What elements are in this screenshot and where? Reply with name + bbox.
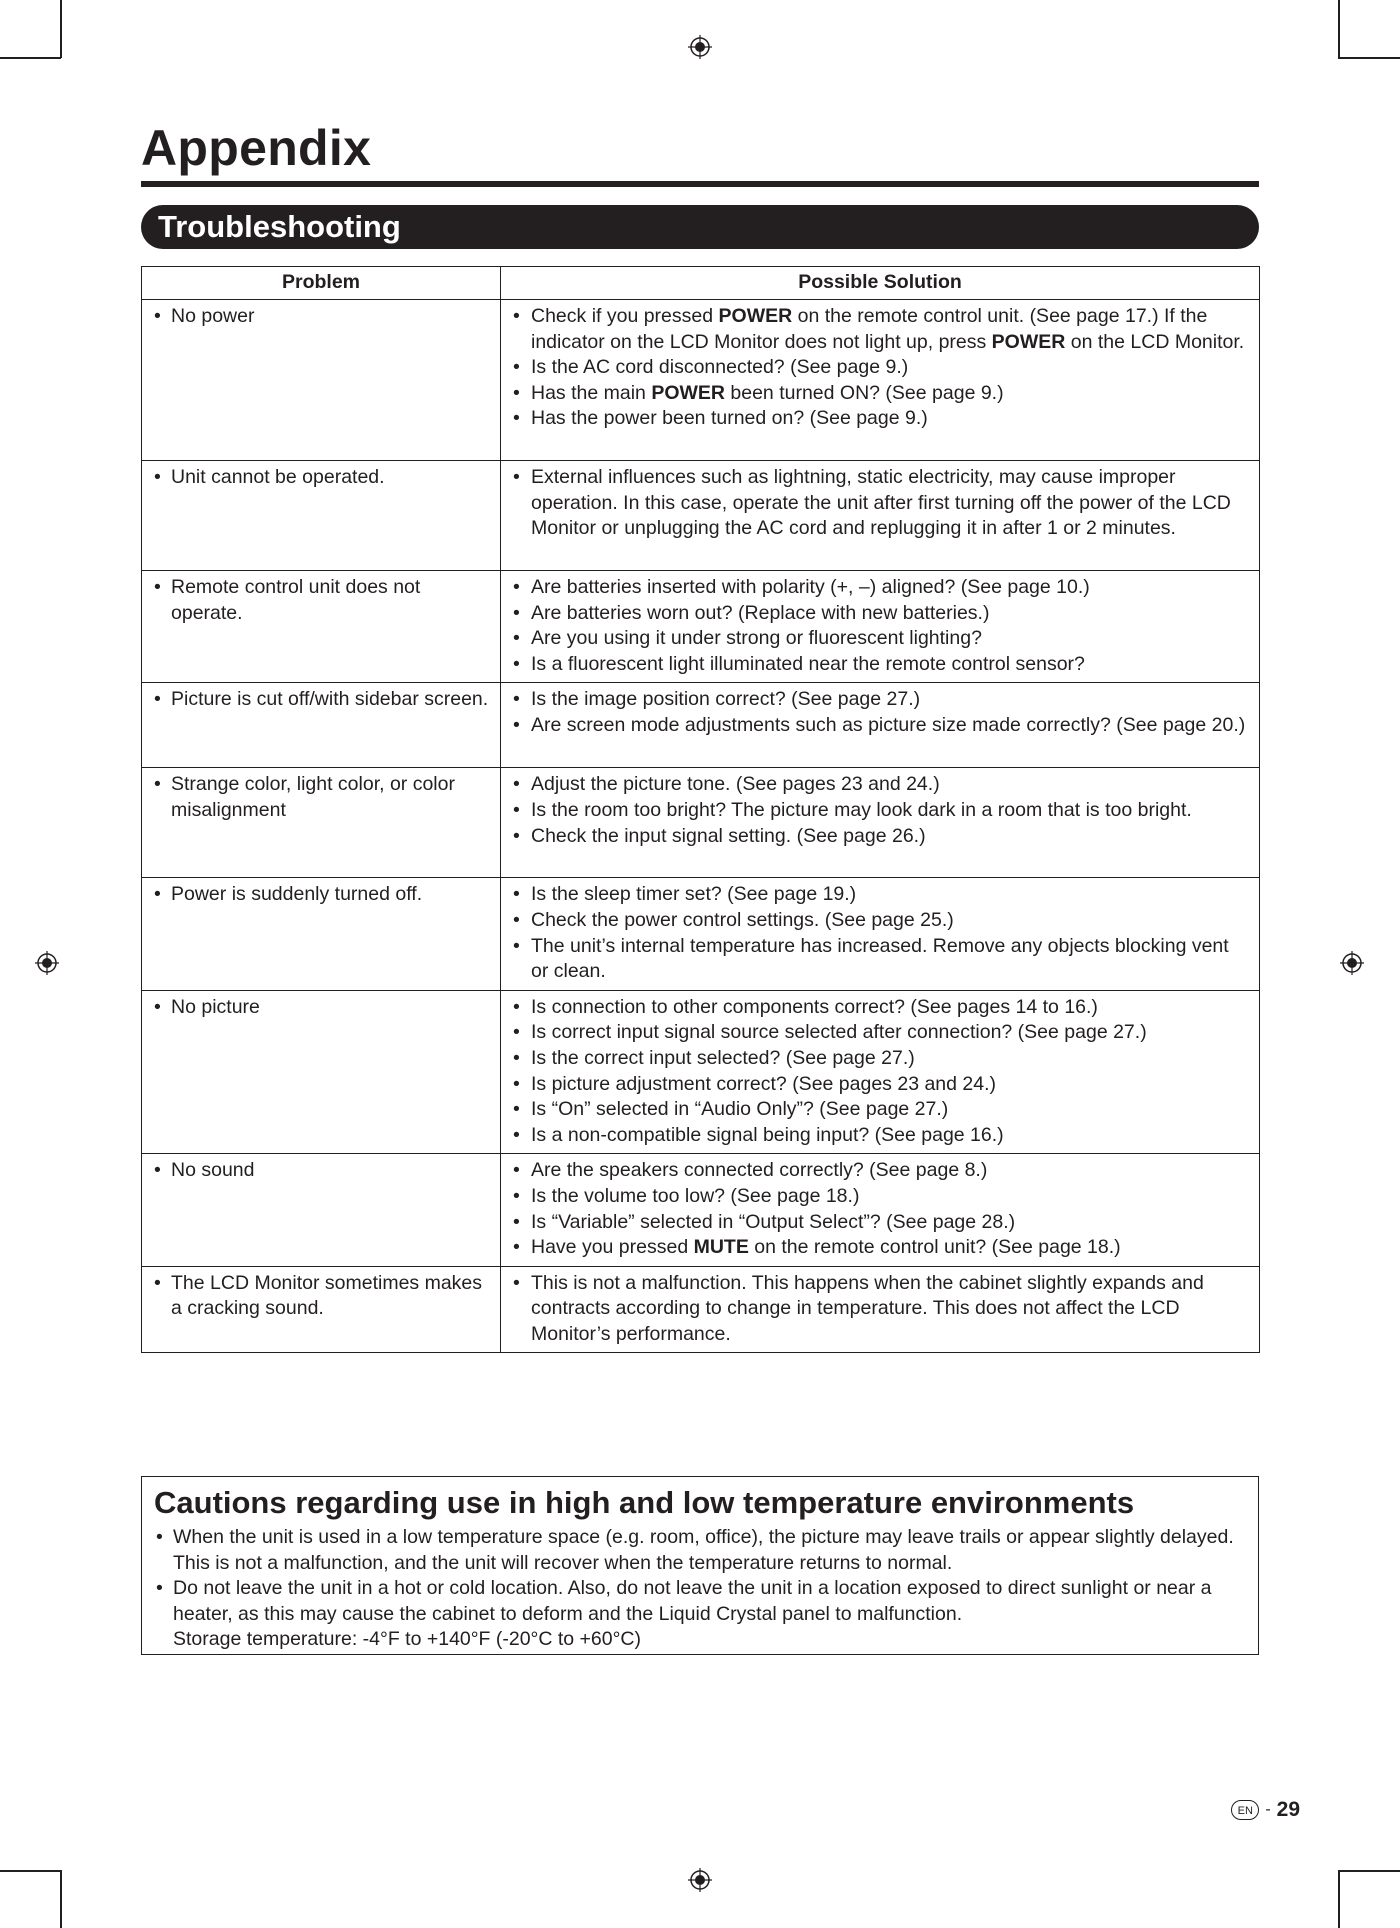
solution-list [511,772,1251,849]
solution-item: • Has the power been turned on? (See page 9.) [511,406,1251,432]
solution-item: • The unit’s internal temperature has increased. Remove any objects blocking vent or clean. [511,934,1251,985]
solution-cell [501,571,1260,683]
problem-cell [142,461,501,571]
solution-item: • Is a non-compatible signal being input? (See page 16.) [511,1123,1251,1149]
solution-list [511,304,1251,432]
solution-item: • Check if you pressed POWER on the remote control unit. (See page 17.) If the indicator on the LCD Monitor does not light up, press POWER on the LCD Monitor. [511,304,1251,355]
caution-item [154,1576,1248,1653]
solution-item: • Is a fluorescent light illuminated near the remote control sensor? [511,652,1251,678]
solution-cell [501,768,1260,878]
solution-item: • Is the room too bright? The picture may look dark in a room that is too bright. [511,798,1251,824]
table-row [142,300,1260,461]
problem-item: • The LCD Monitor sometimes makes a cracking sound. [152,1271,492,1322]
solution-item: • Have you pressed MUTE on the remote control unit? (See page 18.) [511,1235,1251,1261]
problem-item: • Power is suddenly turned off. [152,882,492,908]
table-row [142,683,1260,768]
caution-text: Do not leave the unit in a hot or cold location. Also, do not leave the unit in a location exposed to direct sunlight or near a heater, as this may cause the cabinet to deform and the Liquid Crystal panel to malfunction. [173,1577,1212,1625]
troubleshooting-table [141,266,1260,1353]
solution-item: • Are you using it under strong or fluorescent lighting? [511,626,1251,652]
page-footer [1231,1798,1300,1822]
registration-mark-right-icon [1340,951,1364,975]
solution-cell [501,1266,1260,1353]
solution-item: • Is the AC cord disconnected? (See page 9.) [511,355,1251,381]
solution-item: • Is correct input signal source selected after connection? (See page 27.) [511,1020,1251,1046]
problem-item: • No power [152,304,492,330]
table-row [142,990,1260,1154]
problem-item: • No sound [152,1158,492,1184]
problem-cell [142,990,501,1154]
solution-cell [501,683,1260,768]
solution-item: • Is “Variable” selected in “Output Select”? (See page 28.) [511,1210,1251,1236]
solution-list [511,575,1251,677]
solution-item: • This is not a malfunction. This happens when the cabinet slightly expands and contracts according to change in temperature. This does not affect the LCD Monitor’s performance. [511,1271,1251,1348]
cautions-list [154,1525,1248,1653]
solution-item: • Check the power control settings. (See page 25.) [511,908,1251,934]
solution-item: • External influences such as lightning, static electricity, may cause improper operation. In this case, operate the unit after first turning off the power of the LCD Monitor or unplugging the AC cord and replugging it in after 1 or 2 minutes. [511,465,1251,542]
solution-item: • Are the speakers connected correctly? (See page 8.) [511,1158,1251,1184]
page-number: 29 [1276,1798,1300,1821]
registration-mark-bottom-icon [688,1868,712,1892]
caution-item: • When the unit is used in a low temperature space (e.g. room, office), the picture may leave trails or appear slightly delayed. This is not a malfunction, and the unit will recover when the temperature returns to normal. [154,1525,1248,1576]
table-row [142,461,1260,571]
solution-list [511,465,1251,542]
table-row [142,571,1260,683]
problem-cell [142,571,501,683]
table-row [142,1266,1260,1353]
solution-cell [501,878,1260,990]
solution-item: • Is the correct input selected? (See page 27.) [511,1046,1251,1072]
cautions-box [141,1476,1259,1655]
problem-cell [142,768,501,878]
table-header-row [142,267,1260,300]
solution-item: • Is picture adjustment correct? (See pages 23 and 24.) [511,1072,1251,1098]
solution-cell [501,461,1260,571]
problem-column-header: Problem [142,267,501,300]
problem-list [152,1158,492,1184]
solution-list [511,882,1251,984]
solution-list [511,1271,1251,1348]
solution-cell [501,1154,1260,1266]
solution-item: • Is connection to other components correct? (See pages 14 to 16.) [511,995,1251,1021]
table-row [142,768,1260,878]
problem-cell [142,878,501,990]
problem-list [152,687,492,713]
problem-list [152,1271,492,1322]
section-header-bar [141,205,1259,249]
problem-item: • Remote control unit does not operate. [152,575,492,626]
section-title: Troubleshooting [158,209,401,244]
storage-temperature: Storage temperature: -4°F to +140°F (-20°C to +60°C) [173,1628,641,1651]
problem-list [152,772,492,823]
solution-column-header: Possible Solution [501,267,1260,300]
problem-cell [142,683,501,768]
solution-item: • Are batteries inserted with polarity (+, –) aligned? (See page 10.) [511,575,1251,601]
problem-cell [142,1154,501,1266]
problem-list [152,882,492,908]
solution-cell [501,990,1260,1154]
problem-item: • No picture [152,995,492,1021]
solution-cell [501,300,1260,461]
solution-item: • Are screen mode adjustments such as picture size made correctly? (See page 20.) [511,713,1251,739]
table-body [142,300,1260,1353]
solution-item: • Are batteries worn out? (Replace with new batteries.) [511,601,1251,627]
solution-item: • Has the main POWER been turned ON? (See page 9.) [511,381,1251,407]
problem-item: • Picture is cut off/with sidebar screen. [152,687,492,713]
problem-list [152,575,492,626]
registration-mark-left-icon [35,951,59,975]
problem-list [152,995,492,1021]
problem-list [152,465,492,491]
solution-list [511,995,1251,1149]
cautions-title: Cautions regarding use in high and low temperature environments [154,1485,1135,1520]
problem-item: • Unit cannot be operated. [152,465,492,491]
solution-item: • Is “On” selected in “Audio Only”? (See page 27.) [511,1097,1251,1123]
footer-separator: - [1265,1801,1271,1818]
problem-cell [142,300,501,461]
page-title: Appendix [141,120,372,176]
solution-item: • Adjust the picture tone. (See pages 23 and 24.) [511,772,1251,798]
solution-item: • Is the volume too low? (See page 18.) [511,1184,1251,1210]
solution-list [511,687,1251,738]
registration-mark-top-icon [688,35,712,59]
table-row [142,878,1260,990]
table-row [142,1154,1260,1266]
problem-cell [142,1266,501,1353]
problem-list [152,304,492,330]
solution-list [511,1158,1251,1260]
solution-item: • Check the input signal setting. (See page 26.) [511,824,1251,850]
solution-item: • Is the sleep timer set? (See page 19.) [511,882,1251,908]
solution-item: • Is the image position correct? (See page 27.) [511,687,1251,713]
title-rule [141,181,1259,187]
language-badge: EN [1231,1800,1259,1820]
problem-item: • Strange color, light color, or color misalignment [152,772,492,823]
